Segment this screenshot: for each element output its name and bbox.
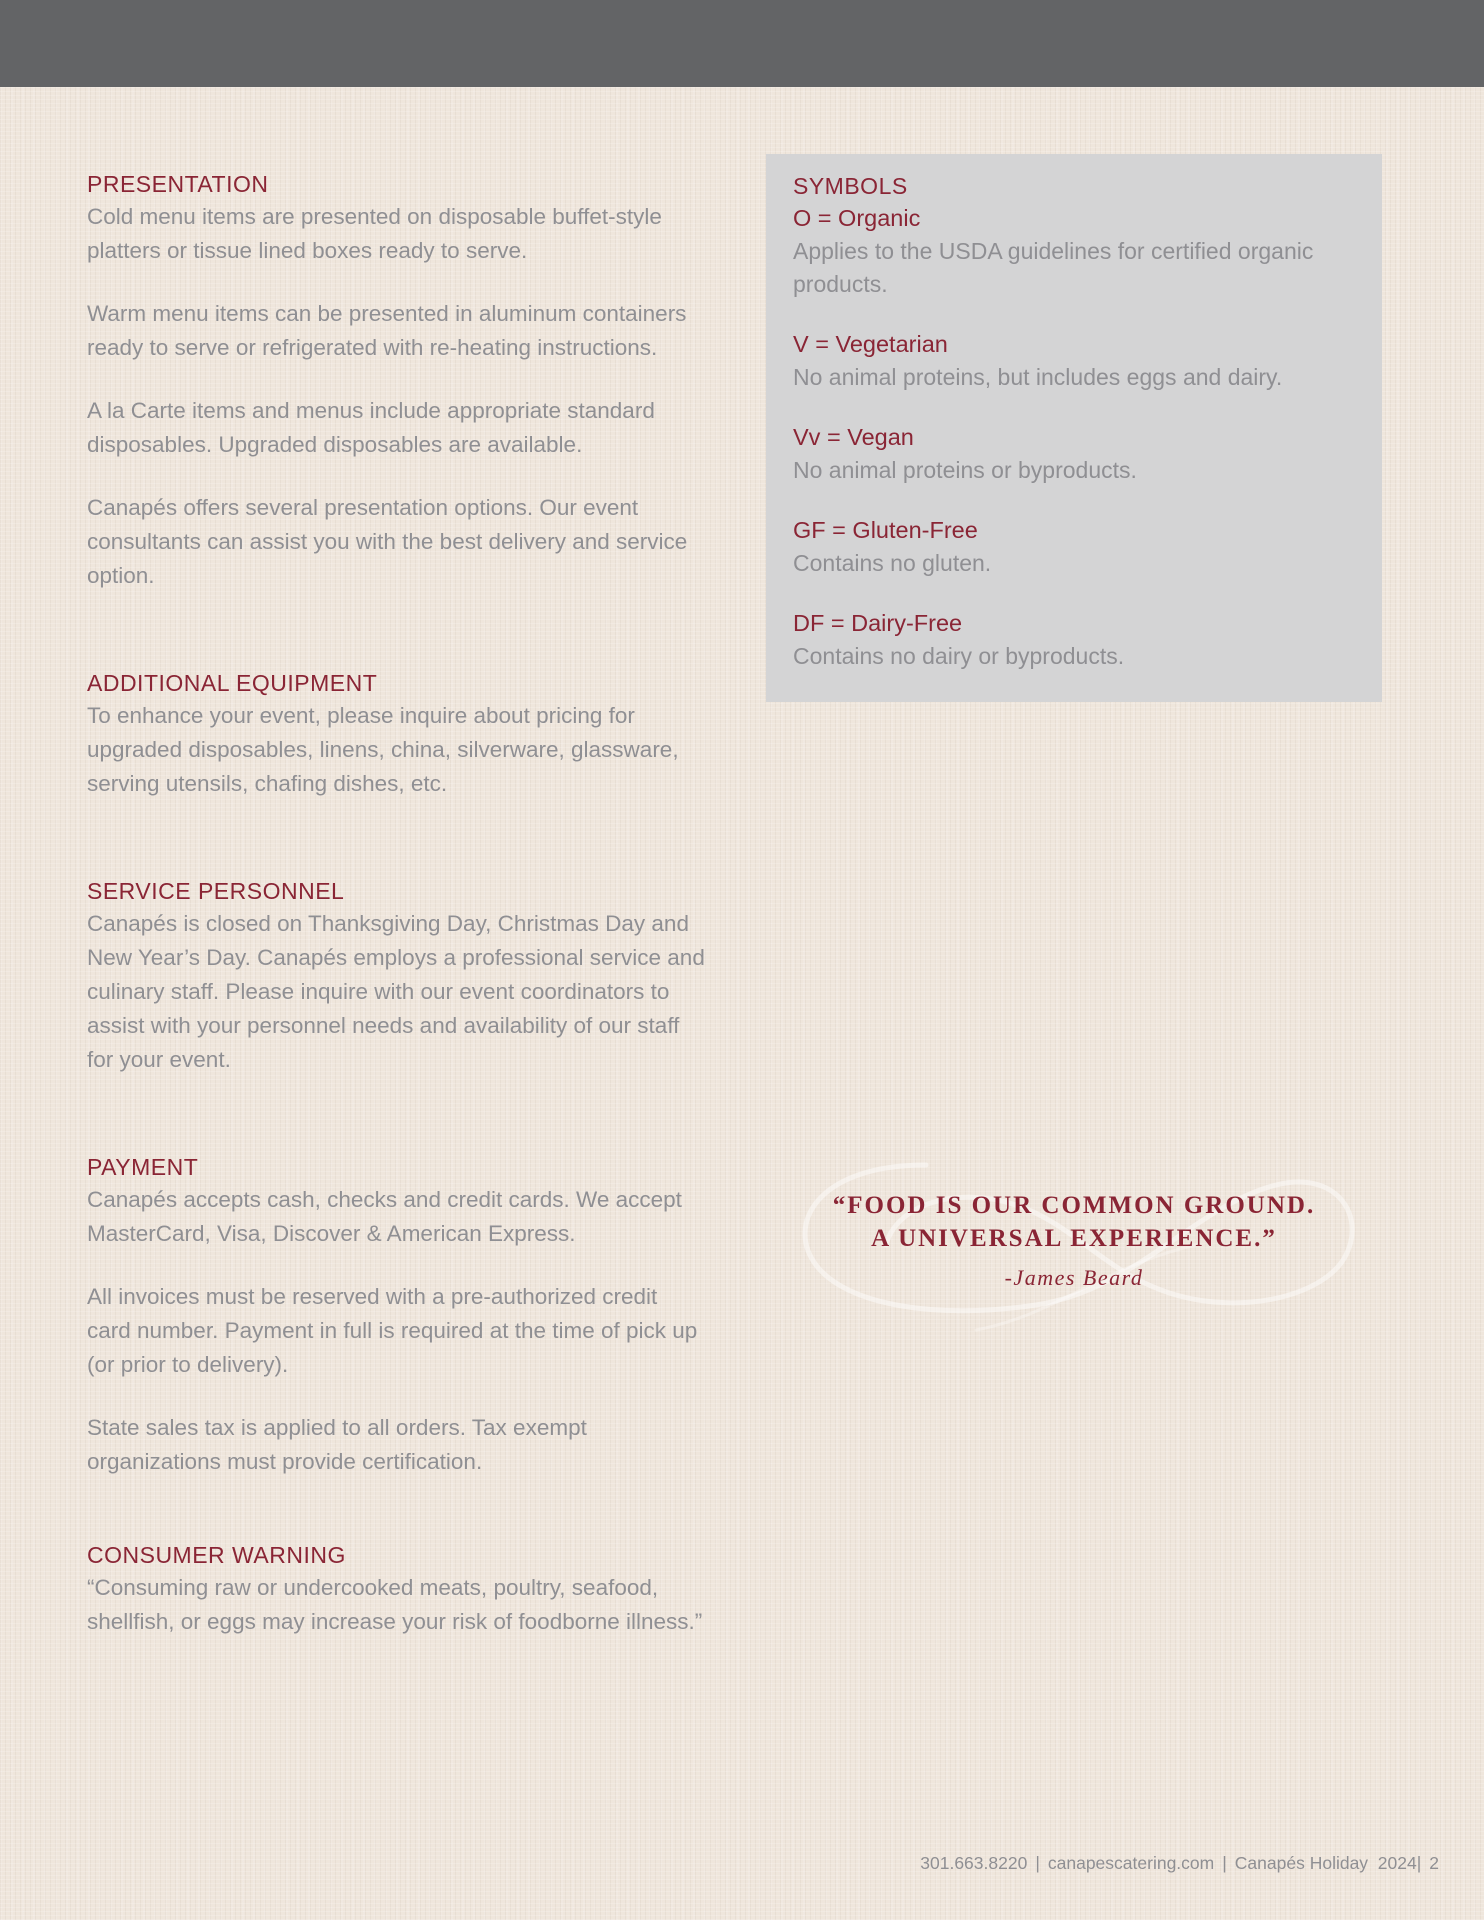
symbol-description: Contains no gluten. [793, 550, 992, 576]
presentation-paragraph: Canapés offers several presentation options. Our event consultants can assist you with the best delivery and service option. [87, 495, 688, 588]
equipment-paragraph: To enhance your event, please inquire about pricing for upgraded disposables, linens, china, silverware, glassware, serving utensils, chafing dishes, etc. [87, 703, 679, 796]
symbols-heading: SYMBOLS [793, 173, 908, 199]
symbol-item-gluten-free [793, 514, 1355, 580]
footer-separator: | [1222, 1853, 1227, 1873]
presentation-paragraph: Cold menu items are presented on disposable buffet-style platters or tissue lined boxes ready to serve. [87, 204, 662, 263]
symbol-item-vegan [793, 421, 1355, 487]
personnel-section [87, 875, 707, 1077]
payment-section [87, 1151, 707, 1479]
payment-paragraph: State sales tax is applied to all orders. Tax exempt organizations must provide certification. [87, 1415, 587, 1474]
footer-separator: | [1035, 1853, 1040, 1873]
payment-paragraph: Canapés accepts cash, checks and credit cards. We accept MasterCard, Visa, Discover & American Express. [87, 1187, 682, 1246]
equipment-heading: ADDITIONAL EQUIPMENT [87, 670, 378, 696]
page-footer [920, 1853, 1439, 1874]
quote-line: A UNIVERSAL EXPERIENCE.” [871, 1225, 1277, 1252]
symbol-item-vegetarian [793, 328, 1355, 394]
quote-author: -James Beard [1004, 1265, 1144, 1290]
symbol-label: V = Vegetarian [793, 331, 948, 357]
quote-text [766, 1189, 1382, 1255]
footer-page-number: 2 [1429, 1853, 1439, 1873]
symbol-description: No animal proteins or byproducts. [793, 457, 1137, 483]
symbol-description: Applies to the USDA guidelines for certified organic products. [793, 238, 1314, 297]
warning-heading: CONSUMER WARNING [87, 1542, 346, 1568]
warning-section [87, 1539, 707, 1639]
personnel-heading: SERVICE PERSONNEL [87, 878, 345, 904]
presentation-paragraph: Warm menu items can be presented in aluminum containers ready to serve or refrigerated with re-heating instructions. [87, 301, 687, 360]
symbol-item-organic [793, 202, 1355, 301]
symbol-label: O = Organic [793, 205, 921, 231]
symbol-description: Contains no dairy or byproducts. [793, 643, 1125, 669]
presentation-paragraph: A la Carte items and menus include appropriate standard disposables. Upgraded disposables are available. [87, 398, 655, 457]
quote-line: “FOOD IS OUR COMMON GROUND. [832, 1192, 1316, 1219]
left-column [87, 168, 707, 1713]
payment-heading: PAYMENT [87, 1154, 199, 1180]
symbol-description: No animal proteins, but includes eggs and dairy. [793, 364, 1283, 390]
footer-separator: | [1416, 1853, 1422, 1873]
warning-paragraph: “Consuming raw or undercooked meats, poultry, seafood, shellfish, or eggs may increase your risk of foodborne illness.” [87, 1575, 703, 1634]
quote-block [766, 1145, 1382, 1335]
presentation-section [87, 168, 707, 593]
symbols-box [766, 154, 1382, 702]
footer-doc-title: Canapés Holiday 2024 [1234, 1853, 1417, 1873]
top-bar [0, 0, 1484, 87]
equipment-section [87, 667, 707, 801]
personnel-paragraph: Canapés is closed on Thanksgiving Day, Christmas Day and New Year’s Day. Canapés employs a professional service and culinary staff. Please inquire with our event coordinators to assist with your personnel needs and availability of our staff for your event. [87, 911, 705, 1072]
symbol-item-dairy-free [793, 607, 1355, 673]
symbol-label: Vv = Vegan [793, 424, 914, 450]
presentation-heading: PRESENTATION [87, 171, 269, 197]
symbol-label: DF = Dairy-Free [793, 610, 963, 636]
payment-paragraph: All invoices must be reserved with a pre-authorized credit card number. Payment in full is required at the time of pick up (or prior to delivery). [87, 1284, 698, 1377]
symbol-label: GF = Gluten-Free [793, 517, 978, 543]
footer-phone: 301.663.8220 [920, 1853, 1028, 1873]
footer-website-link[interactable]: canapescatering.com [1047, 1853, 1215, 1873]
